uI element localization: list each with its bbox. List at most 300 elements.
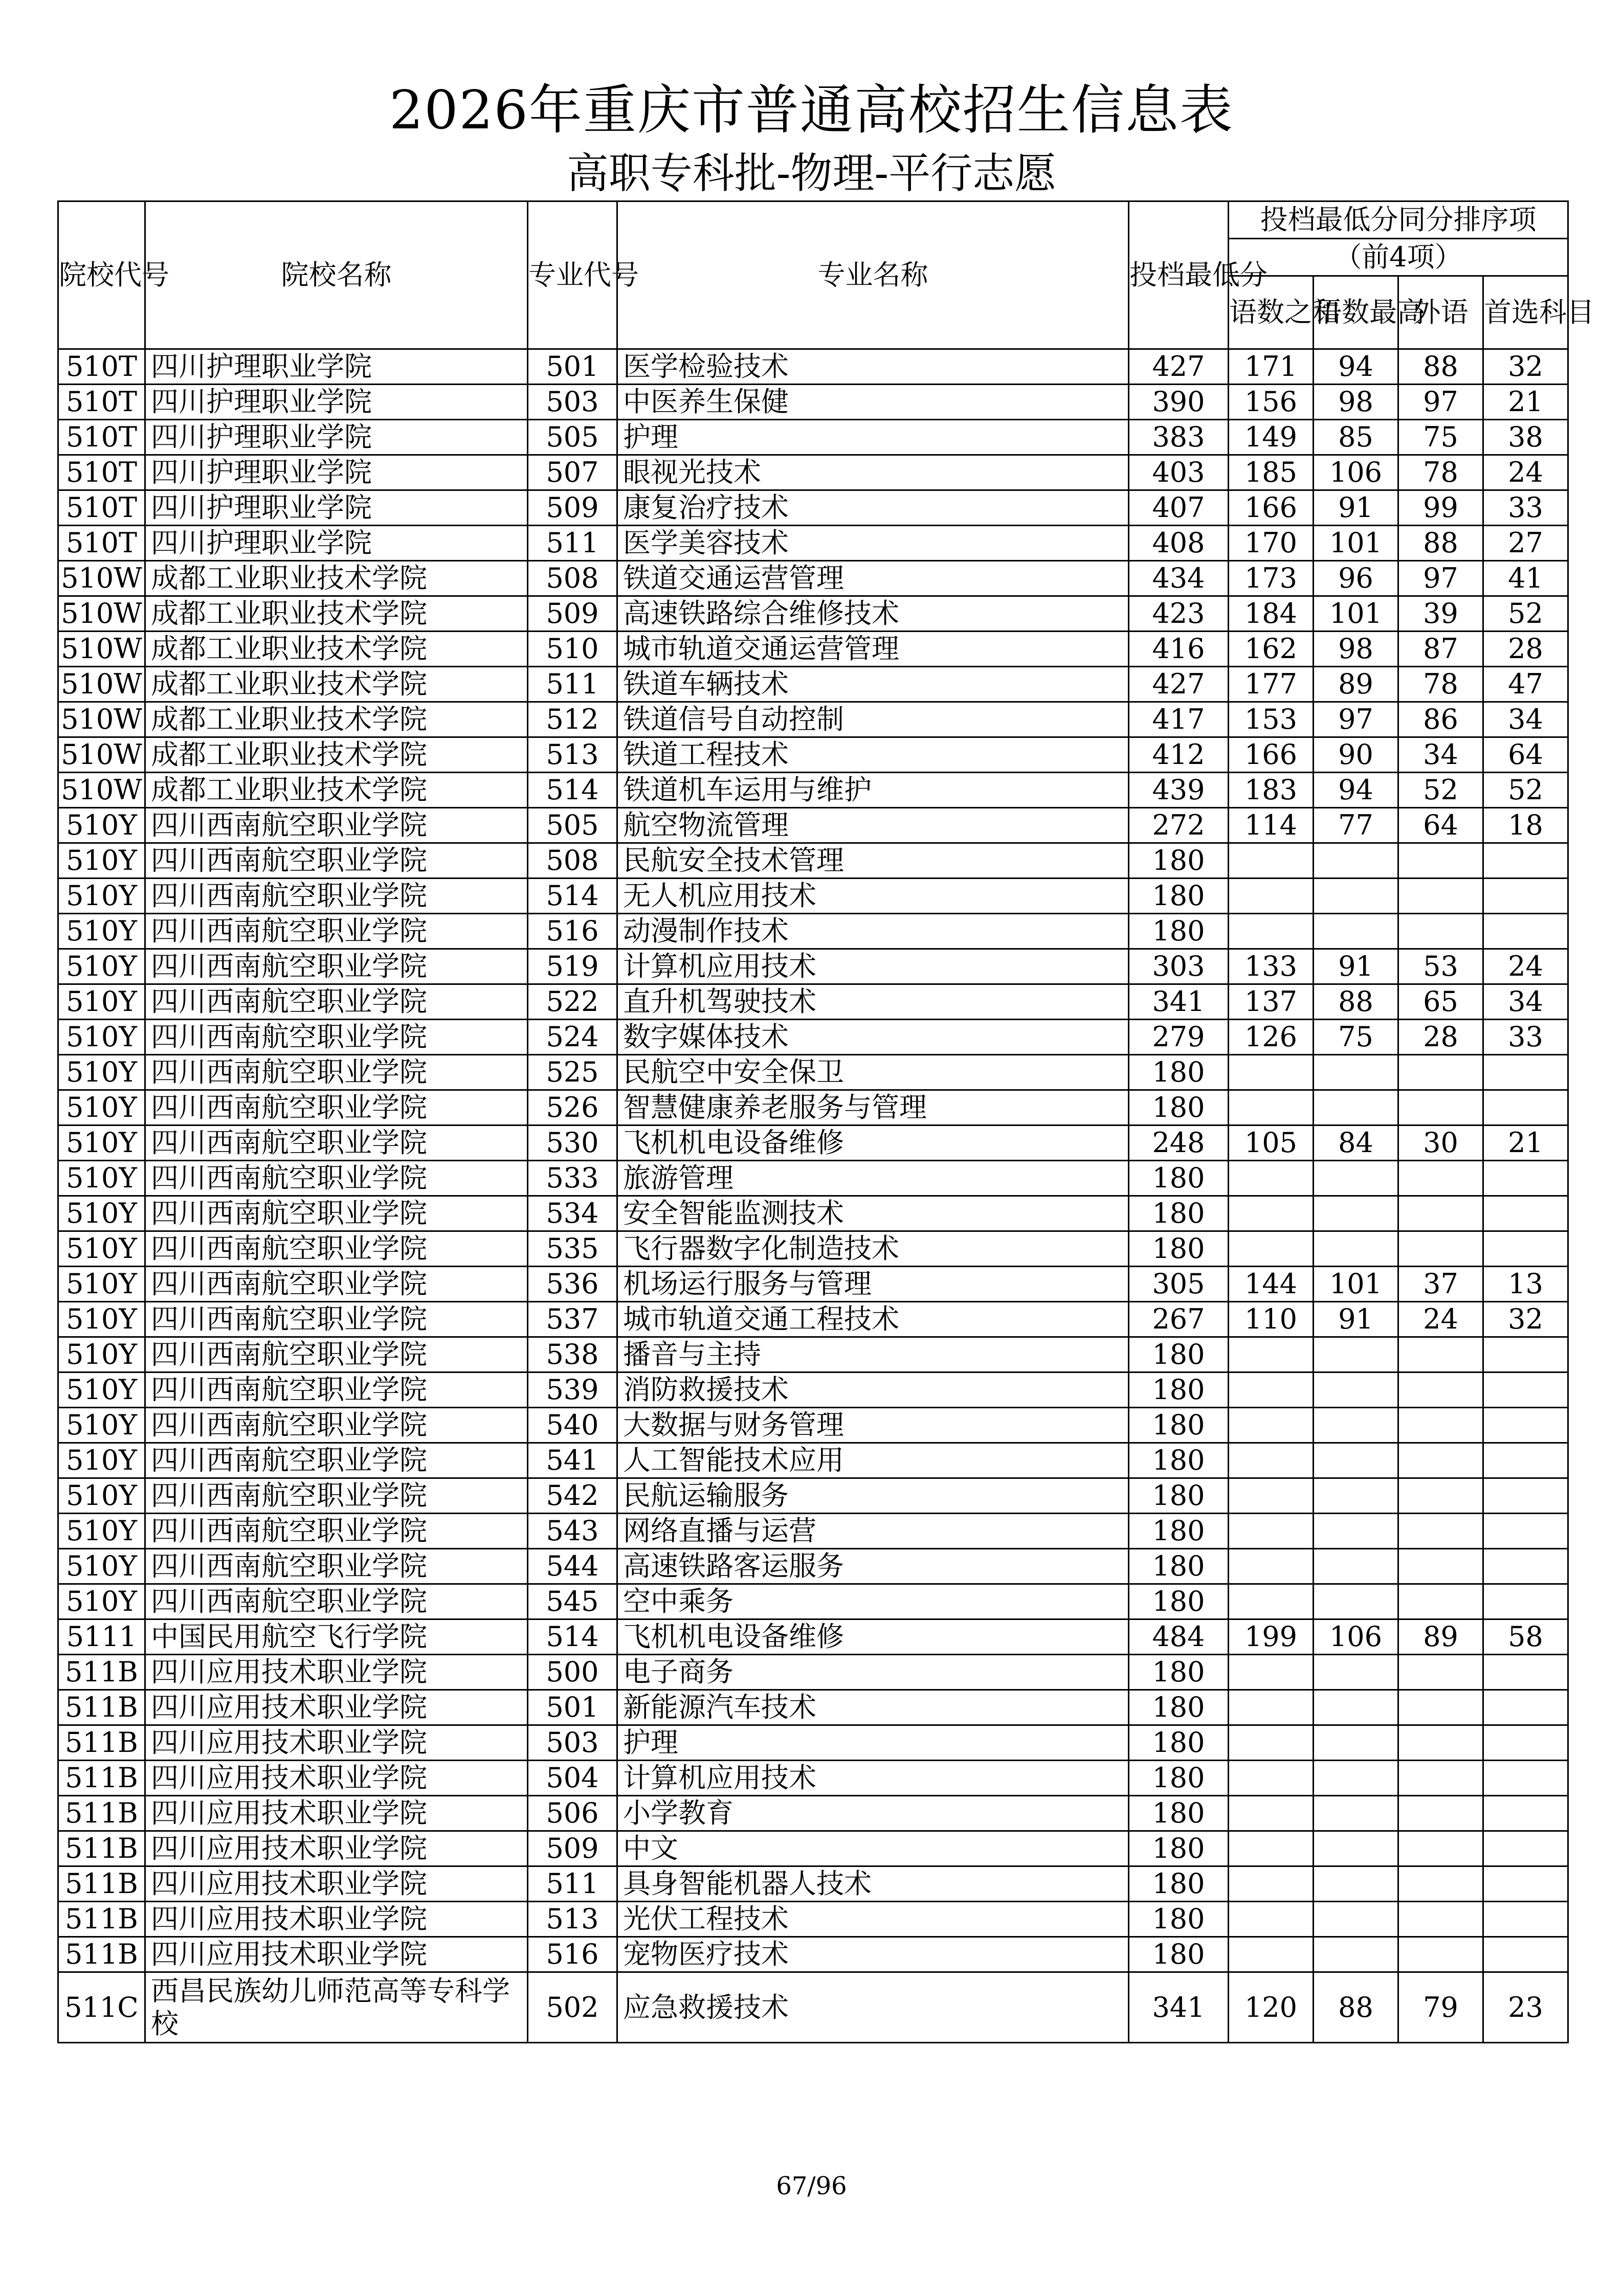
min-score-cell: 423 [1129,596,1229,632]
table-row [58,1478,1568,1514]
school-code-cell: 510Y [58,1514,145,1549]
first-subject-cell: 21 [1483,1126,1568,1161]
max-chinese-math-cell [1314,1055,1398,1090]
max-chinese-math-cell [1314,1161,1398,1196]
school-name-cell: 四川西南航空职业学院 [145,914,528,949]
first-subject-cell [1483,1902,1568,1937]
major-name-cell: 直升机驾驶技术 [617,984,1129,1020]
major-name-cell: 播音与主持 [617,1337,1129,1372]
min-score-cell: 416 [1129,632,1229,667]
major-name-cell: 飞机机电设备维修 [617,1126,1129,1161]
foreign-language-cell: 75 [1398,420,1483,455]
first-subject-cell [1483,1761,1568,1796]
foreign-language-cell [1398,1902,1483,1937]
max-chinese-math-cell [1314,1337,1398,1372]
major-code-cell: 509 [528,1831,617,1866]
sum-chinese-math-cell: 183 [1229,773,1314,808]
first-subject-cell [1483,1831,1568,1866]
first-subject-cell: 24 [1483,455,1568,490]
school-code-cell: 510Y [58,1267,145,1302]
sum-chinese-math-cell: 153 [1229,702,1314,737]
foreign-language-cell [1398,1725,1483,1761]
table-row [58,1619,1568,1655]
sum-chinese-math-cell: 137 [1229,984,1314,1020]
school-name-cell: 四川西南航空职业学院 [145,1302,528,1337]
major-code-cell: 511 [528,667,617,702]
table-row [58,1302,1568,1337]
sum-chinese-math-cell [1229,1337,1314,1372]
table-row [58,1866,1568,1902]
foreign-language-cell: 39 [1398,596,1483,632]
school-name-cell: 四川西南航空职业学院 [145,1055,528,1090]
major-code-cell: 509 [528,490,617,526]
header-major-name: 专业名称 [617,201,1129,349]
major-name-cell: 中医养生保健 [617,385,1129,420]
school-code-cell: 510W [58,632,145,667]
page-subtitle: 高职专科批-物理-平行志愿 [566,149,1057,198]
sum-chinese-math-cell [1229,1514,1314,1549]
school-name-cell: 四川护理职业学院 [145,420,528,455]
table-row [58,879,1568,914]
school-name-cell: 成都工业职业技术学院 [145,632,528,667]
school-name-cell: 四川护理职业学院 [145,490,528,526]
school-name-cell: 成都工业职业技术学院 [145,596,528,632]
page-number: 67/96 [776,2172,847,2200]
school-name-cell: 成都工业职业技术学院 [145,737,528,773]
first-subject-cell [1483,1372,1568,1408]
major-name-cell: 飞机机电设备维修 [617,1619,1129,1655]
major-name-cell: 医学美容技术 [617,526,1129,561]
admission-table [57,200,1594,2043]
foreign-language-cell: 86 [1398,702,1483,737]
sum-chinese-math-cell: 184 [1229,596,1314,632]
school-code-cell: 510T [58,420,145,455]
max-chinese-math-cell: 88 [1314,1972,1398,2043]
sum-chinese-math-cell: 110 [1229,1302,1314,1337]
min-score-cell: 180 [1129,1584,1229,1619]
first-subject-cell: 33 [1483,1020,1568,1055]
sum-chinese-math-cell [1229,879,1314,914]
sum-chinese-math-cell: 185 [1229,455,1314,490]
major-code-cell: 503 [528,1725,617,1761]
major-code-cell: 505 [528,808,617,843]
school-code-cell: 510Y [58,1584,145,1619]
first-subject-cell: 23 [1483,1972,1568,2043]
foreign-language-cell: 28 [1398,1020,1483,1055]
sum-chinese-math-cell: 170 [1229,526,1314,561]
major-code-cell: 507 [528,455,617,490]
major-code-cell: 538 [528,1337,617,1372]
table-row [58,490,1568,526]
table-row [58,737,1568,773]
min-score-cell: 427 [1129,667,1229,702]
table-row [58,1796,1568,1831]
major-code-cell: 534 [528,1196,617,1231]
page-title: 2026年重庆市普通高校招生信息表 [389,79,1234,141]
table-row [58,1937,1568,1972]
max-chinese-math-cell [1314,1478,1398,1514]
major-name-cell: 飞行器数字化制造技术 [617,1231,1129,1267]
school-name-cell: 西昌民族幼儿师范高等专科学校 [145,1972,528,2043]
max-chinese-math-cell [1314,879,1398,914]
max-chinese-math-cell [1314,1549,1398,1584]
first-subject-cell: 41 [1483,561,1568,596]
header-foreign-language: 外语 [1398,276,1483,349]
school-code-cell: 511B [58,1866,145,1902]
foreign-language-cell [1398,1231,1483,1267]
table-row [58,984,1568,1020]
first-subject-cell [1483,1725,1568,1761]
major-name-cell: 大数据与财务管理 [617,1408,1129,1443]
first-subject-cell [1483,1866,1568,1902]
min-score-cell: 180 [1129,1655,1229,1690]
major-code-cell: 513 [528,1902,617,1937]
first-subject-cell [1483,1549,1568,1584]
foreign-language-cell [1398,1196,1483,1231]
major-code-cell: 540 [528,1408,617,1443]
header-first-subject: 首选科目 [1483,276,1568,349]
major-code-cell: 501 [528,349,617,385]
school-code-cell: 510Y [58,1443,145,1478]
school-name-cell: 四川西南航空职业学院 [145,1090,528,1126]
table-row [58,702,1568,737]
min-score-cell: 439 [1129,773,1229,808]
max-chinese-math-cell: 94 [1314,773,1398,808]
table-row [58,1690,1568,1725]
first-subject-cell: 34 [1483,702,1568,737]
first-subject-cell [1483,1231,1568,1267]
foreign-language-cell: 99 [1398,490,1483,526]
foreign-language-cell: 30 [1398,1126,1483,1161]
school-name-cell: 四川西南航空职业学院 [145,843,528,879]
max-chinese-math-cell: 106 [1314,1619,1398,1655]
first-subject-cell [1483,914,1568,949]
table-row [58,1514,1568,1549]
major-code-cell: 508 [528,561,617,596]
max-chinese-math-cell [1314,1584,1398,1619]
major-name-cell: 智慧健康养老服务与管理 [617,1090,1129,1126]
school-name-cell: 四川西南航空职业学院 [145,1443,528,1478]
sum-chinese-math-cell: 156 [1229,385,1314,420]
major-code-cell: 533 [528,1161,617,1196]
foreign-language-cell: 97 [1398,561,1483,596]
major-code-cell: 508 [528,843,617,879]
min-score-cell: 180 [1129,1549,1229,1584]
school-name-cell: 四川西南航空职业学院 [145,1267,528,1302]
table-row [58,1584,1568,1619]
school-code-cell: 511B [58,1725,145,1761]
school-name-cell: 四川西南航空职业学院 [145,1337,528,1372]
school-code-cell: 511C [58,1972,145,2043]
school-name-cell: 四川护理职业学院 [145,455,528,490]
school-name-cell: 四川西南航空职业学院 [145,1478,528,1514]
min-score-cell: 180 [1129,914,1229,949]
sum-chinese-math-cell: 144 [1229,1267,1314,1302]
sum-chinese-math-cell: 126 [1229,1020,1314,1055]
sum-chinese-math-cell [1229,1408,1314,1443]
school-code-cell: 510Y [58,984,145,1020]
sum-chinese-math-cell [1229,1761,1314,1796]
min-score-cell: 305 [1129,1267,1229,1302]
foreign-language-cell [1398,1549,1483,1584]
school-name-cell: 四川西南航空职业学院 [145,1161,528,1196]
major-name-cell: 网络直播与运营 [617,1514,1129,1549]
major-code-cell: 543 [528,1514,617,1549]
min-score-cell: 180 [1129,1761,1229,1796]
school-code-cell: 510Y [58,1090,145,1126]
first-subject-cell: 33 [1483,490,1568,526]
sum-chinese-math-cell: 120 [1229,1972,1314,2043]
major-name-cell: 高速铁路客运服务 [617,1549,1129,1584]
sum-chinese-math-cell [1229,1725,1314,1761]
max-chinese-math-cell: 97 [1314,702,1398,737]
max-chinese-math-cell: 91 [1314,949,1398,984]
major-code-cell: 500 [528,1655,617,1690]
school-code-cell: 510Y [58,843,145,879]
min-score-cell: 180 [1129,1231,1229,1267]
major-name-cell: 空中乘务 [617,1584,1129,1619]
table-row [58,420,1568,455]
school-name-cell: 成都工业职业技术学院 [145,702,528,737]
min-score-cell: 180 [1129,1902,1229,1937]
table-row [58,1408,1568,1443]
max-chinese-math-cell: 89 [1314,667,1398,702]
major-name-cell: 安全智能监测技术 [617,1196,1129,1231]
header-tiebreak-sub: （前4项） [1229,239,1568,276]
sum-chinese-math-cell [1229,1866,1314,1902]
major-code-cell: 516 [528,914,617,949]
school-code-cell: 510Y [58,1126,145,1161]
foreign-language-cell [1398,1090,1483,1126]
min-score-cell: 180 [1129,1690,1229,1725]
foreign-language-cell [1398,1372,1483,1408]
table-row [58,1020,1568,1055]
foreign-language-cell [1398,1478,1483,1514]
min-score-cell: 267 [1129,1302,1229,1337]
foreign-language-cell [1398,879,1483,914]
school-name-cell: 四川西南航空职业学院 [145,1196,528,1231]
first-subject-cell [1483,1584,1568,1619]
max-chinese-math-cell: 101 [1314,596,1398,632]
major-code-cell: 526 [528,1090,617,1126]
max-chinese-math-cell [1314,1866,1398,1902]
major-name-cell: 城市轨道交通运营管理 [617,632,1129,667]
min-score-cell: 180 [1129,1937,1229,1972]
school-name-cell: 四川西南航空职业学院 [145,1126,528,1161]
max-chinese-math-cell [1314,843,1398,879]
major-name-cell: 民航安全技术管理 [617,843,1129,879]
major-code-cell: 514 [528,1619,617,1655]
major-code-cell: 512 [528,702,617,737]
school-code-cell: 510W [58,561,145,596]
school-name-cell: 四川应用技术职业学院 [145,1690,528,1725]
major-code-cell: 536 [528,1267,617,1302]
min-score-cell: 180 [1129,1196,1229,1231]
foreign-language-cell [1398,1443,1483,1478]
max-chinese-math-cell [1314,1655,1398,1690]
first-subject-cell: 47 [1483,667,1568,702]
table-row [58,1761,1568,1796]
min-score-cell: 279 [1129,1020,1229,1055]
major-name-cell: 铁道信号自动控制 [617,702,1129,737]
table-row [58,1902,1568,1937]
sum-chinese-math-cell [1229,1796,1314,1831]
table-body [58,349,1568,2043]
max-chinese-math-cell [1314,1231,1398,1267]
foreign-language-cell: 78 [1398,455,1483,490]
foreign-language-cell [1398,1514,1483,1549]
school-name-cell: 四川应用技术职业学院 [145,1937,528,1972]
major-code-cell: 513 [528,737,617,773]
school-name-cell: 四川西南航空职业学院 [145,1231,528,1267]
school-name-cell: 四川西南航空职业学院 [145,984,528,1020]
major-name-cell: 中文 [617,1831,1129,1866]
major-code-cell: 511 [528,1866,617,1902]
max-chinese-math-cell: 101 [1314,526,1398,561]
major-code-cell: 501 [528,1690,617,1725]
first-subject-cell [1483,1408,1568,1443]
table-row [58,1549,1568,1584]
max-chinese-math-cell: 88 [1314,984,1398,1020]
school-name-cell: 四川应用技术职业学院 [145,1902,528,1937]
school-name-cell: 四川西南航空职业学院 [145,879,528,914]
school-name-cell: 成都工业职业技术学院 [145,773,528,808]
foreign-language-cell [1398,1937,1483,1972]
table-row [58,1972,1568,2043]
school-code-cell: 510Y [58,1408,145,1443]
max-chinese-math-cell [1314,1761,1398,1796]
max-chinese-math-cell: 91 [1314,490,1398,526]
major-name-cell: 具身智能机器人技术 [617,1866,1129,1902]
foreign-language-cell: 34 [1398,737,1483,773]
foreign-language-cell [1398,1655,1483,1690]
min-score-cell: 180 [1129,1725,1229,1761]
major-code-cell: 503 [528,385,617,420]
max-chinese-math-cell: 106 [1314,455,1398,490]
school-code-cell: 510Y [58,1161,145,1196]
max-chinese-math-cell [1314,1690,1398,1725]
school-name-cell: 四川西南航空职业学院 [145,1549,528,1584]
sum-chinese-math-cell [1229,1655,1314,1690]
max-chinese-math-cell: 84 [1314,1126,1398,1161]
school-code-cell: 510Y [58,1372,145,1408]
school-name-cell: 四川护理职业学院 [145,526,528,561]
max-chinese-math-cell: 75 [1314,1020,1398,1055]
school-code-cell: 510Y [58,1055,145,1090]
table-row [58,949,1568,984]
sum-chinese-math-cell [1229,1937,1314,1972]
first-subject-cell: 64 [1483,737,1568,773]
major-code-cell: 504 [528,1761,617,1796]
min-score-cell: 484 [1129,1619,1229,1655]
min-score-cell: 180 [1129,1866,1229,1902]
foreign-language-cell: 89 [1398,1619,1483,1655]
table-row [58,349,1568,385]
major-code-cell: 542 [528,1478,617,1514]
foreign-language-cell [1398,1055,1483,1090]
foreign-language-cell [1398,1796,1483,1831]
school-code-cell: 511B [58,1761,145,1796]
school-name-cell: 四川应用技术职业学院 [145,1796,528,1831]
min-score-cell: 248 [1129,1126,1229,1161]
major-code-cell: 530 [528,1126,617,1161]
min-score-cell: 180 [1129,1372,1229,1408]
school-code-cell: 5111 [58,1619,145,1655]
school-code-cell: 510Y [58,1196,145,1231]
first-subject-cell: 24 [1483,949,1568,984]
min-score-cell: 341 [1129,1972,1229,2043]
min-score-cell: 341 [1129,984,1229,1020]
first-subject-cell [1483,1337,1568,1372]
school-name-cell: 四川护理职业学院 [145,385,528,420]
foreign-language-cell [1398,914,1483,949]
min-score-cell: 180 [1129,1090,1229,1126]
school-code-cell: 511B [58,1690,145,1725]
school-code-cell: 510Y [58,1231,145,1267]
table-row [58,808,1568,843]
first-subject-cell: 21 [1483,385,1568,420]
sum-chinese-math-cell [1229,1372,1314,1408]
min-score-cell: 180 [1129,1478,1229,1514]
school-code-cell: 510Y [58,879,145,914]
min-score-cell: 383 [1129,420,1229,455]
table-row [58,561,1568,596]
major-code-cell: 511 [528,526,617,561]
major-code-cell: 505 [528,420,617,455]
major-name-cell: 铁道交通运营管理 [617,561,1129,596]
sum-chinese-math-cell [1229,1584,1314,1619]
major-code-cell: 544 [528,1549,617,1584]
major-code-cell: 541 [528,1443,617,1478]
max-chinese-math-cell: 94 [1314,349,1398,385]
sum-chinese-math-cell: 173 [1229,561,1314,596]
sum-chinese-math-cell [1229,1831,1314,1866]
major-code-cell: 516 [528,1937,617,1972]
school-code-cell: 511B [58,1831,145,1866]
table-row [58,526,1568,561]
school-name-cell: 四川护理职业学院 [145,349,528,385]
school-name-cell: 四川西南航空职业学院 [145,949,528,984]
header-sum-chinese-math: 语数之和 [1229,276,1314,349]
sum-chinese-math-cell [1229,843,1314,879]
major-name-cell: 高速铁路综合维修技术 [617,596,1129,632]
foreign-language-cell: 87 [1398,632,1483,667]
max-chinese-math-cell [1314,1902,1398,1937]
school-code-cell: 510Y [58,1549,145,1584]
school-code-cell: 510Y [58,808,145,843]
max-chinese-math-cell: 85 [1314,420,1398,455]
major-name-cell: 无人机应用技术 [617,879,1129,914]
sum-chinese-math-cell [1229,1161,1314,1196]
sum-chinese-math-cell [1229,914,1314,949]
major-code-cell: 535 [528,1231,617,1267]
foreign-language-cell: 53 [1398,949,1483,984]
min-score-cell: 180 [1129,1514,1229,1549]
min-score-cell: 408 [1129,526,1229,561]
sum-chinese-math-cell: 133 [1229,949,1314,984]
max-chinese-math-cell [1314,1831,1398,1866]
school-name-cell: 成都工业职业技术学院 [145,561,528,596]
first-subject-cell [1483,1161,1568,1196]
major-name-cell: 应急救援技术 [617,1972,1129,2043]
first-subject-cell [1483,1655,1568,1690]
table-row [58,1231,1568,1267]
first-subject-cell [1483,1090,1568,1126]
major-name-cell: 铁道工程技术 [617,737,1129,773]
major-name-cell: 动漫制作技术 [617,914,1129,949]
table-row [58,1055,1568,1090]
foreign-language-cell: 79 [1398,1972,1483,2043]
